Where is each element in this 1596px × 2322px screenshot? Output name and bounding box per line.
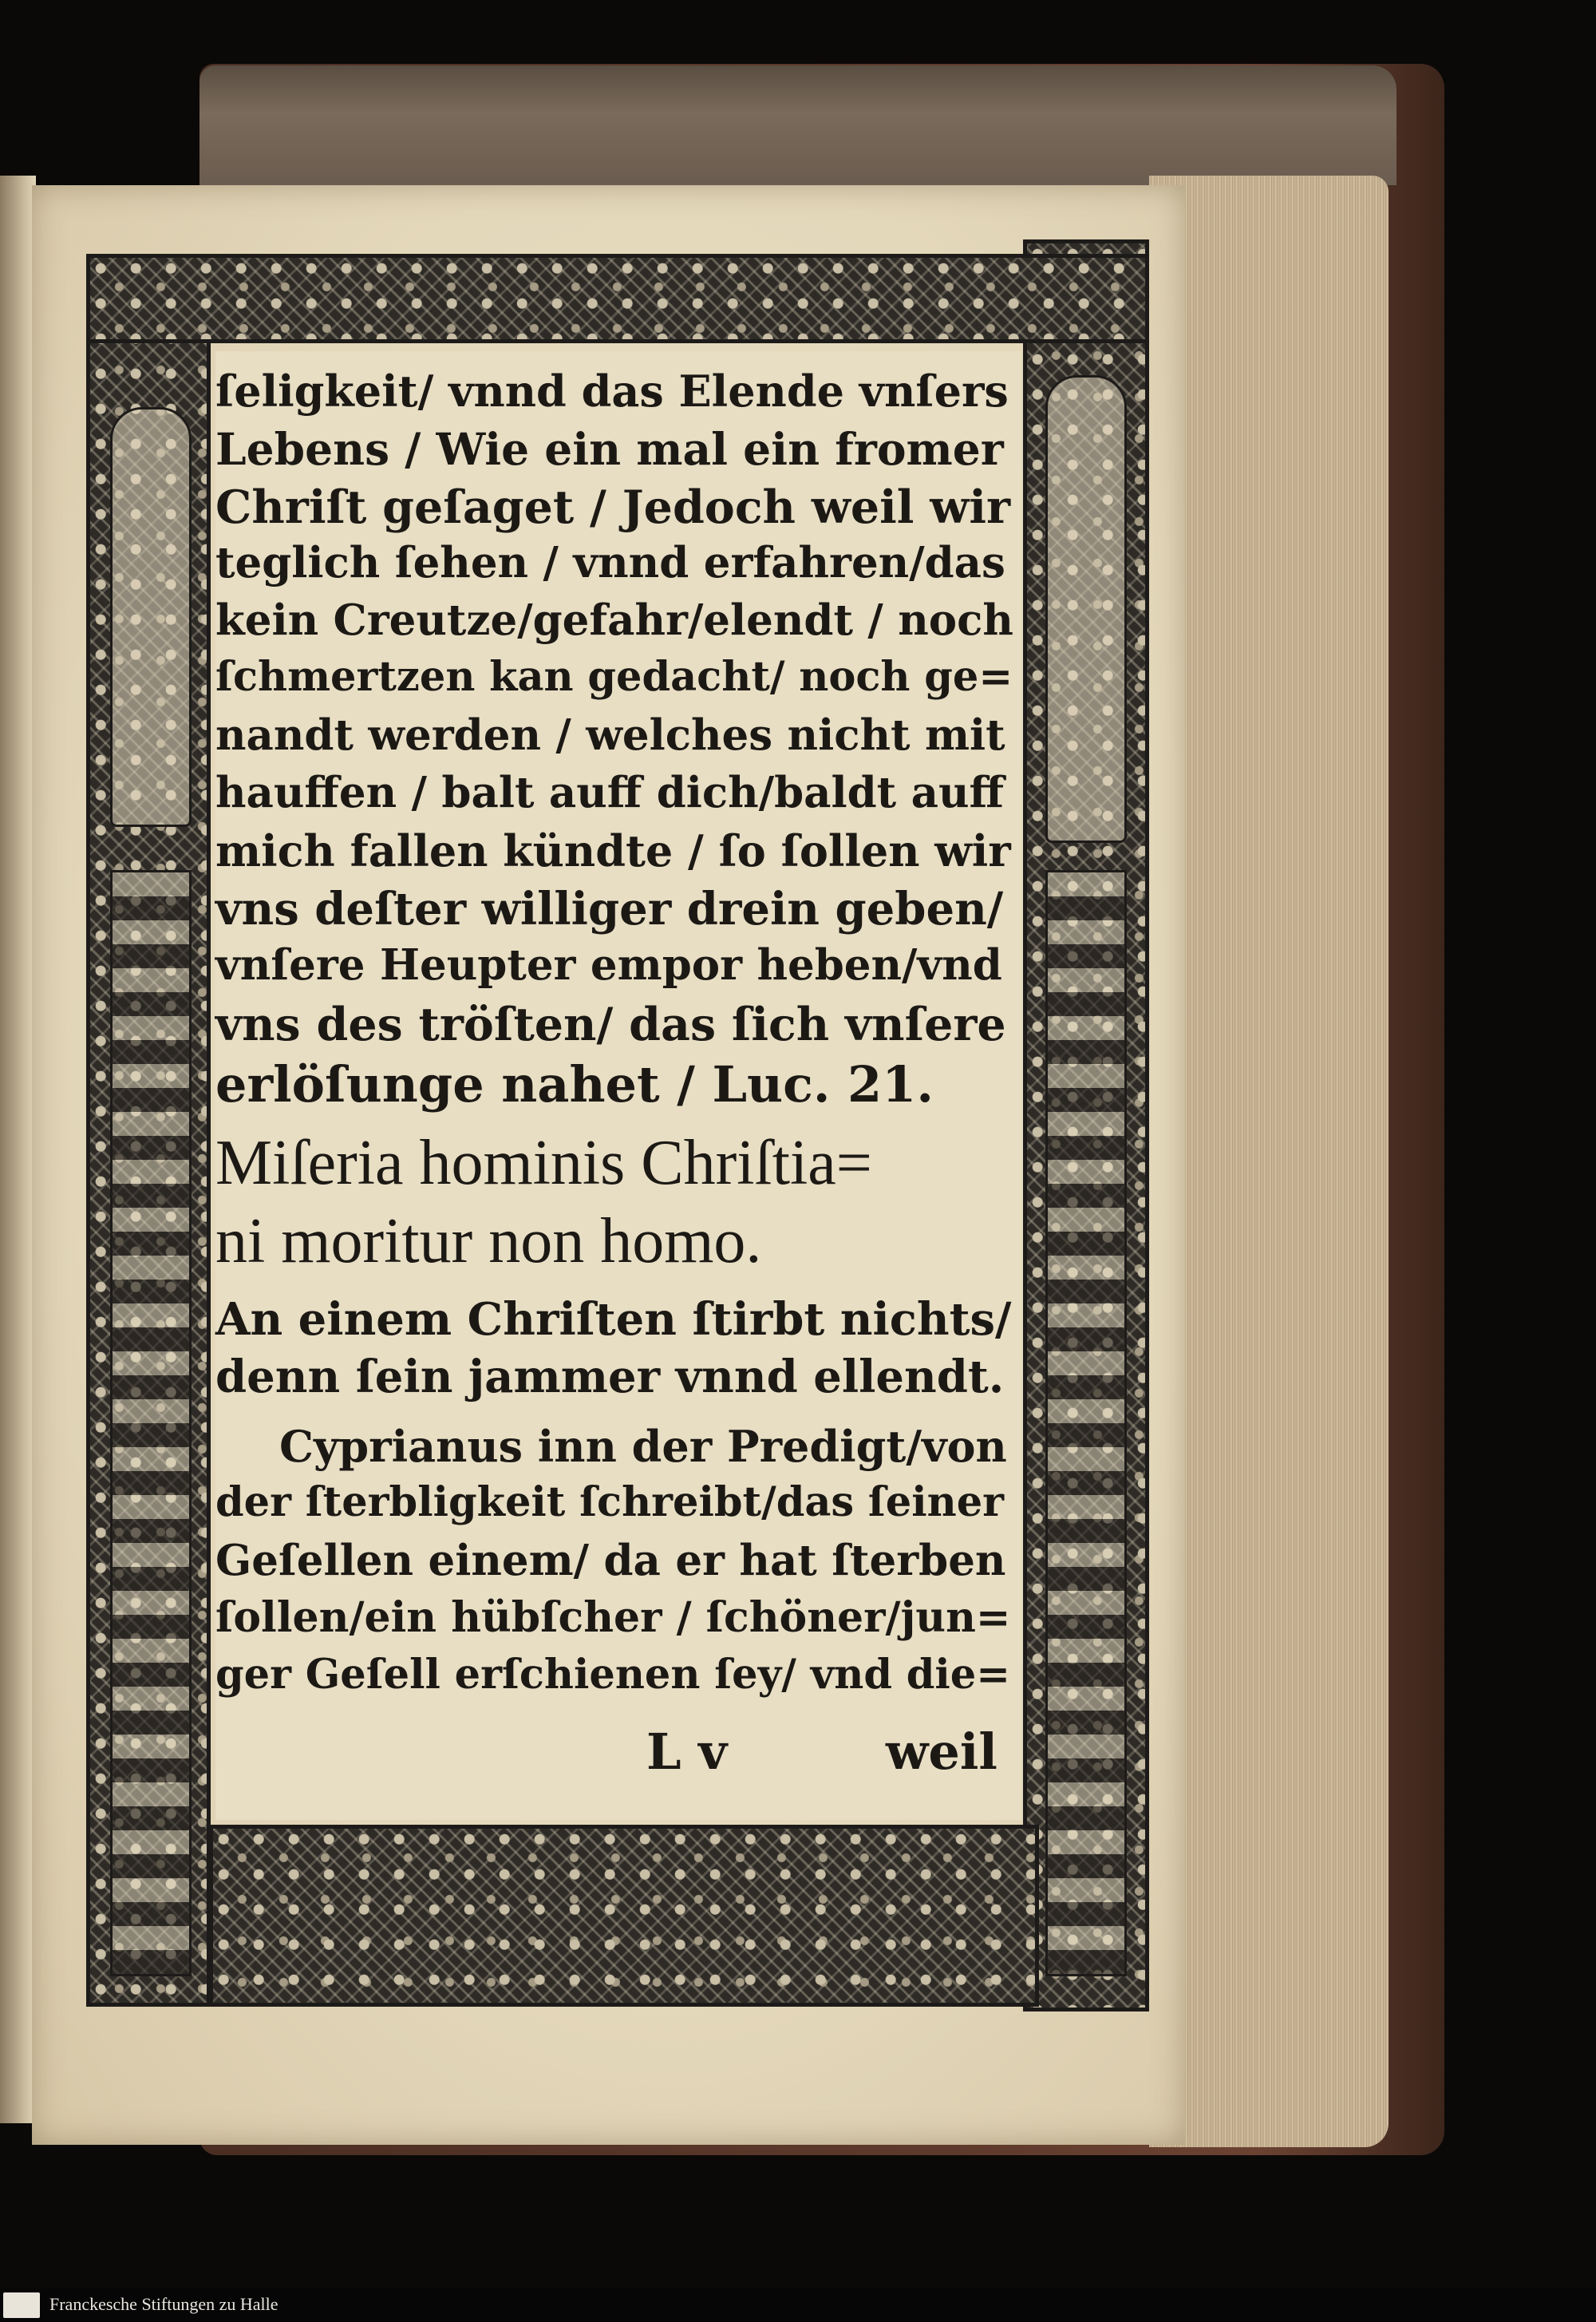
ornamental-column-left-icon [110,870,192,1976]
text-line: vns des tröſten/ das ſich vnſere [215,998,1006,1051]
text-line: hauffen / balt auff dich/baldt auff [215,768,1004,817]
text-line: denn ſein jammer vnnd ellendt. [215,1351,1005,1403]
text-line: Geſellen einem/ da er hat ſterben [215,1536,1006,1585]
text-line: mich fallen kündte / ſo ſollen wir [215,825,1011,876]
woodcut-border-bottom [209,1825,1039,2007]
ornamental-column-right-icon [1045,870,1127,1976]
text-line: ſeligkeit/ vnnd das Elende vnſers [215,366,1009,417]
page-edges [1149,176,1389,2147]
text-line: An einem Chriſten ſtirbt nichts/ [215,1293,1012,1346]
woodcut-border-top [86,254,1149,343]
institution-logo-icon [3,2292,40,2318]
text-line: der ſterbligkeit ſchreibt/das ſeiner [215,1478,1005,1526]
footer-institution: Franckesche Stiftungen zu Halle [49,2294,279,2314]
latin-heading-line: Miſeria hominis Chriſtia= [215,1128,872,1198]
text-line: erlöſunge nahet / Luc. 21. [215,1055,934,1114]
latin-heading-line: ni moritur non homo. [215,1206,762,1276]
book-top-edge [200,65,1396,185]
text-line: vnſere Heupter empor heben/vnd [215,940,1002,990]
text-line: kein Creutze/gefahr/elendt / noch [215,595,1013,645]
text-line: ſchmertzen kan gedacht/ noch ge= [215,653,1013,701]
left-page-sliver [0,176,36,2123]
text-line: Chriſt geſaget / Jedoch weil wir [215,481,1011,534]
text-line: teglich ſehen / vnnd erfahren/das [215,538,1005,587]
text-line: vns deſter williger drein geben/ [215,883,1004,936]
text-block [215,351,1021,1820]
text-line: Cyprianus inn der Predigt/von [279,1421,1007,1472]
saint-figure-right-icon [1045,375,1127,843]
text-line: nandt werden / welches nicht mit [215,710,1005,760]
text-line: ger Geſell erſchienen ſey/ vnd die= [215,1651,1010,1699]
catchword: weil [886,1723,998,1781]
saint-figure-left-icon [110,407,192,827]
text-line: ſollen/ein hübſcher / ſchöner/jun= [215,1593,1011,1642]
text-line: Lebens / Wie ein mal ein fromer [215,423,1004,475]
signature-mark: L v [646,1723,728,1781]
